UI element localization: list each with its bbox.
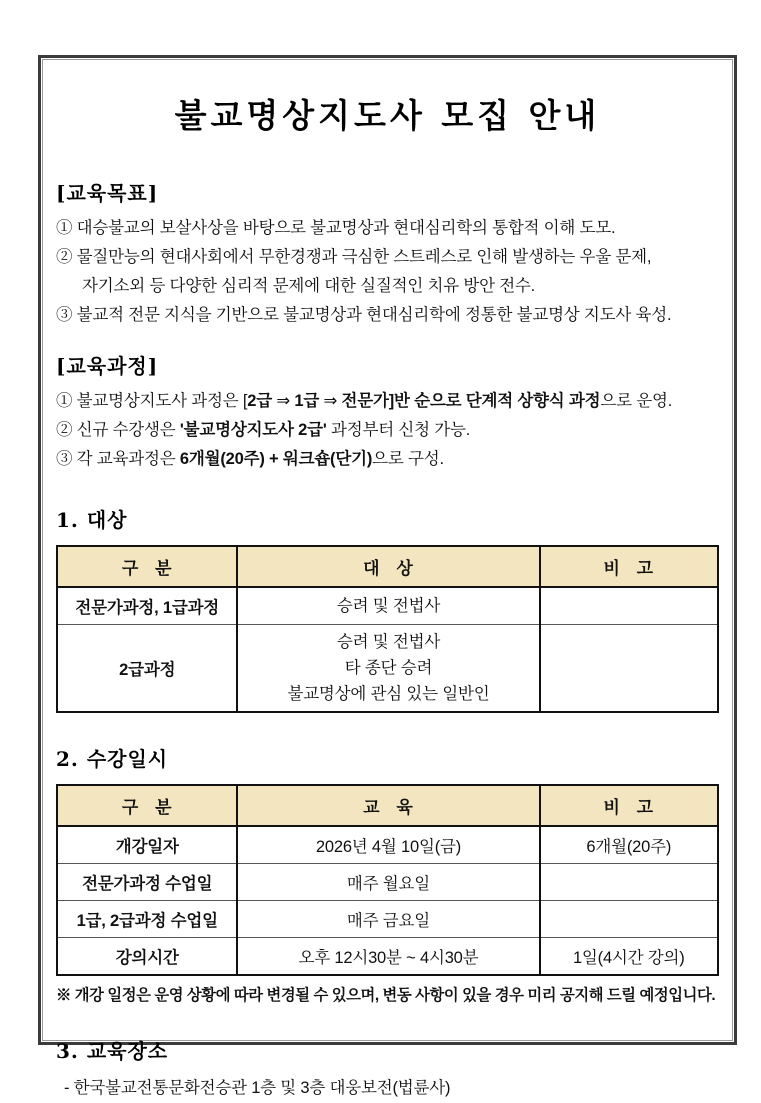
section-goals [56, 177, 719, 330]
section-target [56, 504, 719, 713]
target-row-label: 전문가과정, 1급과정 [57, 587, 237, 625]
location-item: - 한국불교전통문화전승관 1층 및 3층 대웅보전(법륜사) [64, 1079, 451, 1097]
target-col-header: 비 고 [540, 546, 719, 587]
target-table [56, 545, 719, 713]
schedule-col-header: 비 고 [540, 785, 719, 826]
schedule-row-label: 전문가과정 수업일 [57, 864, 237, 901]
schedule-note: ※ 개강 일정은 운영 상황에 따라 변경될 수 있으며, 변동 사항이 있을 경우 미리 공지해 드릴 예정입니다. [56, 987, 716, 1004]
schedule-col-header: 구 분 [57, 785, 237, 826]
target-heading: 1. 대상 [56, 508, 128, 532]
target-row-value: 승려 및 전법사 [237, 587, 539, 625]
schedule-heading: 2. 수강일시 [56, 747, 169, 771]
document-page [42, 59, 733, 1097]
table-row [57, 826, 718, 864]
schedule-col-header: 교 육 [237, 785, 539, 826]
schedule-table [56, 784, 719, 976]
table-row [57, 587, 718, 625]
schedule-row-label: 강의시간 [57, 938, 237, 976]
target-row-remark [540, 587, 719, 625]
schedule-row-remark [540, 901, 719, 938]
section-schedule [56, 743, 719, 1005]
page-border-frame [38, 55, 737, 1097]
target-row-remark [540, 625, 719, 713]
schedule-row-value: 오후 12시30분 ~ 4시30분 [237, 938, 539, 976]
table-row [57, 901, 718, 938]
target-row-value: 승려 및 전법사 타 종단 승려 불교명상에 관심 있는 일반인 [237, 625, 539, 713]
section-curriculum [56, 350, 719, 474]
table-header-row [57, 785, 718, 826]
goals-item: ② 물질만능의 현대사회에서 무한경쟁과 극심한 스트레스로 인해 발생하는 우울 문제, [56, 248, 652, 266]
table-header-row [57, 546, 718, 587]
page-title: 불교명상지도사 모집 안내 [174, 96, 601, 135]
target-row-label: 2급과정 [57, 625, 237, 713]
curriculum-heading: [교육과정] [56, 354, 159, 378]
goals-item: ① 대승불교의 보살사상을 바탕으로 불교명상과 현대심리학의 통합적 이해 도모. [56, 219, 616, 237]
table-row [57, 864, 718, 901]
goals-item-continuation: 자기소외 등 다양한 심리적 문제에 대한 실질적인 치유 방안 전수. [82, 277, 536, 295]
goals-heading: [교육목표] [56, 181, 159, 205]
schedule-row-remark [540, 864, 719, 901]
schedule-row-value: 매주 월요일 [237, 864, 539, 901]
curriculum-item: ② 신규 수강생은 '불교명상지도사 2급' 과정부터 신청 가능. [56, 421, 471, 439]
schedule-row-remark: 6개월(20주) [540, 826, 719, 864]
curriculum-item: ③ 각 교육과정은 6개월(20주) + 워크숍(단기)으로 구성. [56, 450, 444, 468]
target-col-header: 대 상 [237, 546, 539, 587]
table-row [57, 938, 718, 976]
schedule-row-label: 개강일자 [57, 826, 237, 864]
target-col-header: 구 분 [57, 546, 237, 587]
location-heading: 3. 교육장소 [56, 1039, 169, 1063]
curriculum-item: ① 불교명상지도사 과정은 [2급 ⇒ 1급 ⇒ 전문가]반 순으로 단계적 상향식 과정으로 운영. [56, 392, 673, 410]
schedule-row-remark: 1일(4시간 강의) [540, 938, 719, 976]
schedule-row-label: 1급, 2급과정 수업일 [57, 901, 237, 938]
section-location [56, 1035, 719, 1103]
goals-item: ③ 불교적 전문 지식을 기반으로 불교명상과 현대심리학에 정통한 불교명상 지도사 육성. [56, 306, 672, 324]
schedule-row-value: 매주 금요일 [237, 901, 539, 938]
schedule-row-value: 2026년 4월 10일(금) [237, 826, 539, 864]
table-row [57, 625, 718, 713]
